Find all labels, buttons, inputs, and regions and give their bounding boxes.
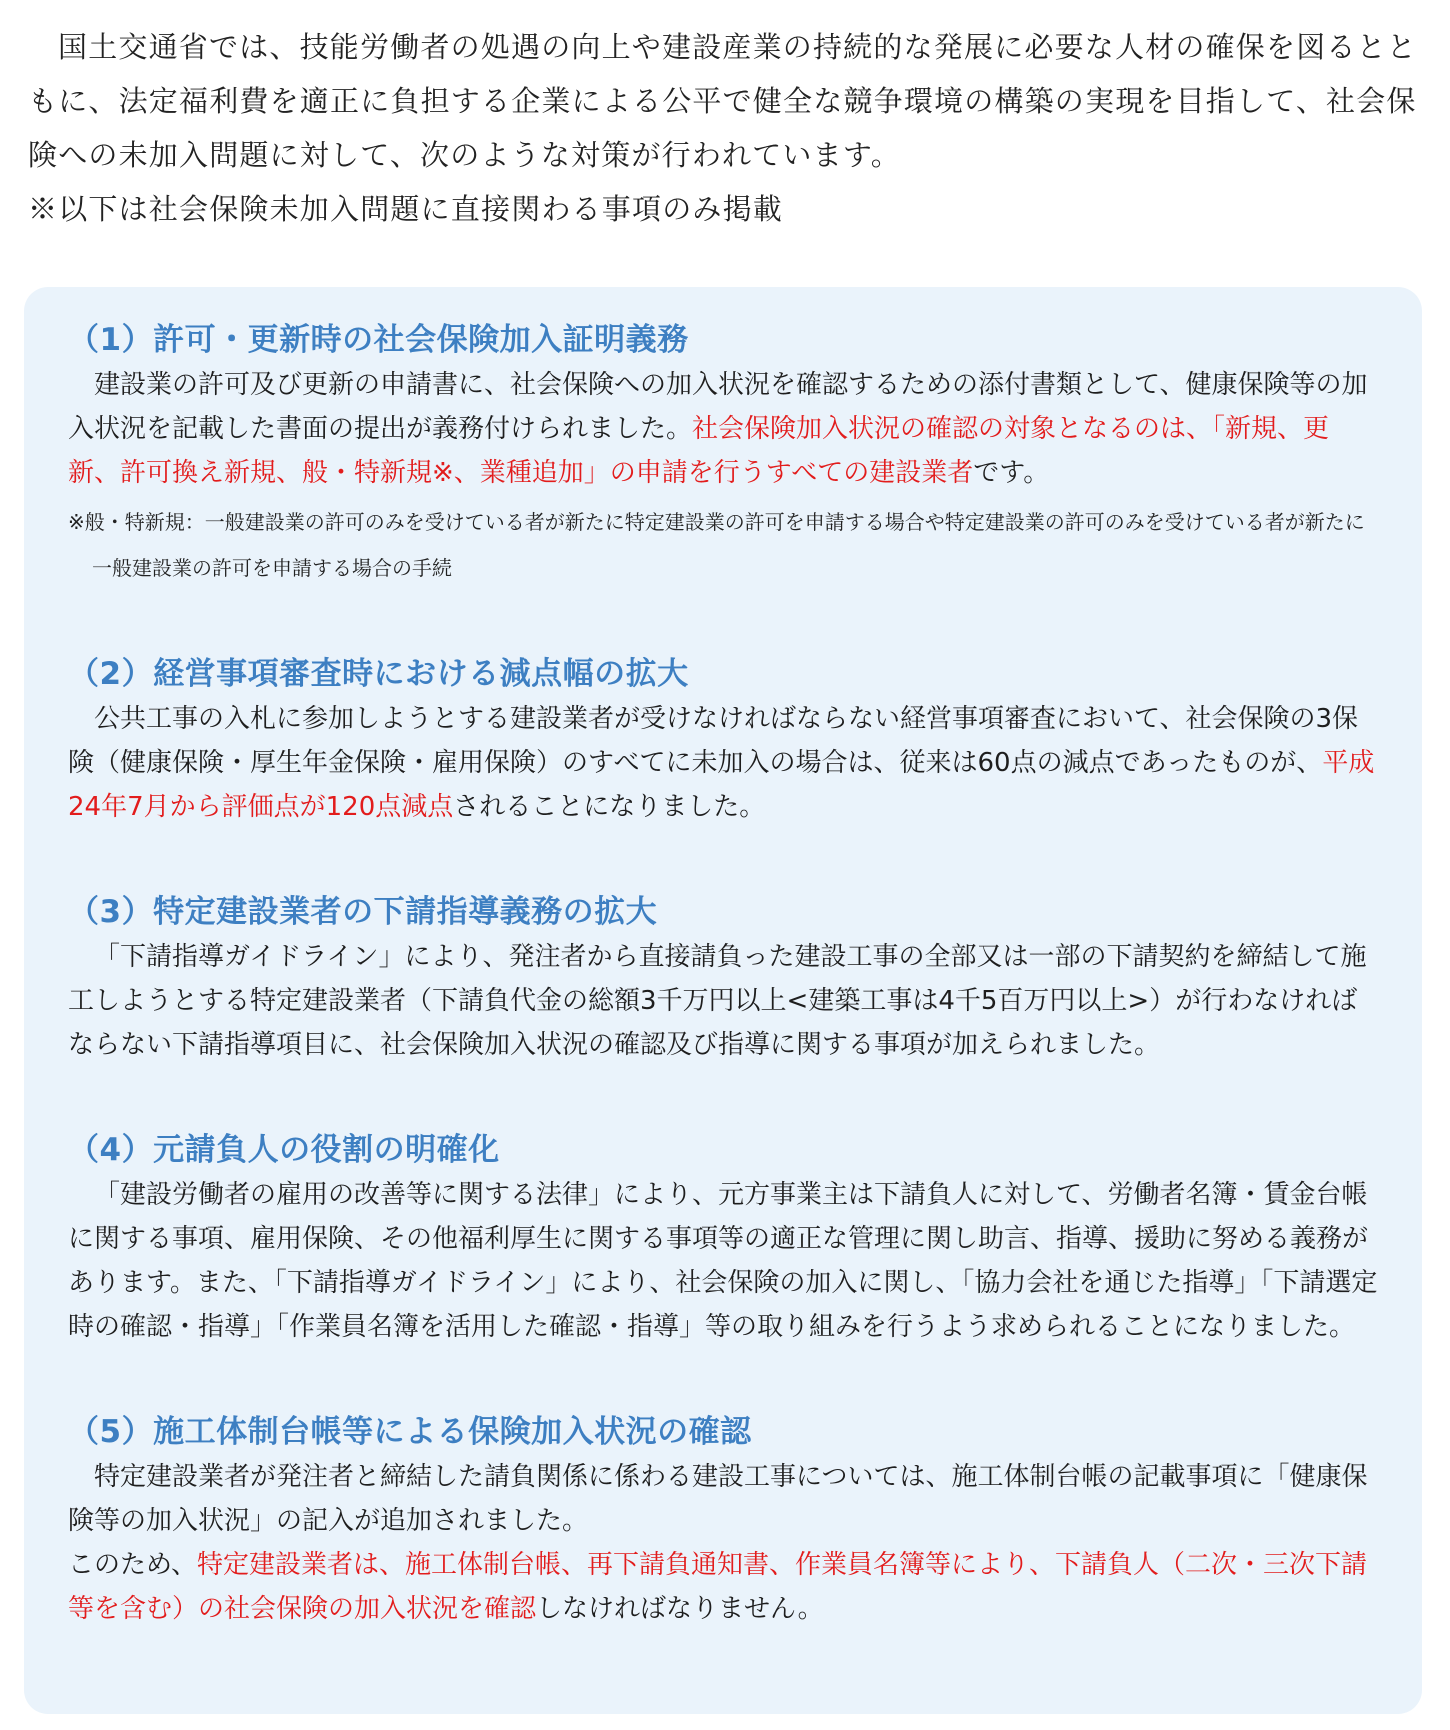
body-text: しなければなりません。 xyxy=(536,1594,824,1624)
section-5 xyxy=(68,1409,1378,1631)
section-2 xyxy=(68,651,1378,829)
body-text: です。 xyxy=(973,458,1050,488)
body-text: されることになりました。 xyxy=(453,792,766,822)
section-3 xyxy=(68,889,1378,1067)
section-heading: （4）元請負人の役割の明確化 xyxy=(68,1132,500,1168)
body-text: 建設業の許可及び更新の申請書に、社会保険への加入状況を確認するための添付書類として、健康保険等の加入状況を記載した書面の提出が義務付けられました。 xyxy=(68,370,1368,444)
section-body: 特定建設業者が発注者と締結した請負関係に係わる建設工事については、施工体制台帳の記載事項に「健康保険等の加入状況」の記入が追加されました。 xyxy=(68,1462,1368,1536)
section-body xyxy=(68,697,1378,829)
section-body-continued xyxy=(68,1543,1378,1631)
highlighted-text: 平成24年7月から評価点が120点減点 xyxy=(68,748,1375,822)
section-heading: （5）施工体制台帳等による保険加入状況の確認 xyxy=(68,1414,752,1450)
highlighted-text: 社会保険加入状況の確認の対象となるのは、「新規、更新、許可換え新規、般・特新規※、業種追加」の申請を行うすべての建設業者 xyxy=(68,414,1330,488)
section-4 xyxy=(68,1127,1378,1349)
body-text: 公共工事の入札に参加しようとする建設業者が受けなければならない経営事項審査において、社会保険の3保険（健康保険・厚生年金保険・雇用保険）のすべてに未加入の場合は、従来は60点の減点であったものが、 xyxy=(68,704,1359,778)
highlighted-text: 特定建設業者は、施工体制台帳、再下請負通知書、作業員名簿等により、下請負人（二次・三次下請等を含む）の社会保険の加入状況を確認 xyxy=(68,1550,1367,1624)
section-body xyxy=(68,363,1378,495)
measures-panel xyxy=(24,287,1422,1714)
section-heading: （3）特定建設業者の下請指導義務の拡大 xyxy=(68,894,658,930)
section-body: 「下請指導ガイドライン」により、発注者から直接請負った建設工事の全部又は一部の下請契約を締結して施工しようとする特定建設業者（下請負代金の総額3千万円以上<建築工事は4千5百万円以上>）が行わなければならない下請指導項目に、社会保険加入状況の確認及び指導に関する事項が加えられました。 xyxy=(68,942,1367,1060)
section-body: 「建設労働者の雇用の改善等に関する法律」により、元方事業主は下請負人に対して、労働者名簿・賃金台帳に関する事項、雇用保険、その他福利厚生に関する事項等の適正な管理に関し助言、指導、援助に努める義務があります。また、「下請指導ガイドライン」により、社会保険の加入に関し、「協力会社を通じた指導」「下請選定時の確認・指導」「作業員名簿を活用した確認・指導」等の取り組みを行うよう求められることになりました。 xyxy=(68,1180,1378,1342)
body-text: このため、 xyxy=(68,1550,197,1580)
section-heading: （1）許可・更新時の社会保険加入証明義務 xyxy=(68,322,689,358)
intro-note: ※以下は社会保険未加入問題に直接関わる事項のみ掲載 xyxy=(28,192,784,226)
footnote: ※般・特新規：一般建設業の許可のみを受けている者が新たに特定建設業の許可を申請する場合や特定建設業の許可のみを受けている者が新たに一般建設業の許可を申請する場合の手続 xyxy=(68,510,1365,580)
section-1 xyxy=(68,317,1378,591)
intro-block xyxy=(28,20,1418,236)
section-heading: （2）経営事項審査時における減点幅の拡大 xyxy=(68,656,689,692)
intro-paragraph: 国土交通省では、技能労働者の処遇の向上や建設産業の持続的な発展に必要な人材の確保を図るとともに、法定福利費を適正に負担する企業による公平で健全な競争環境の構築の実現を目指して、社会保険への未加入問題に対して、次のような対策が行われています。 xyxy=(28,30,1418,172)
